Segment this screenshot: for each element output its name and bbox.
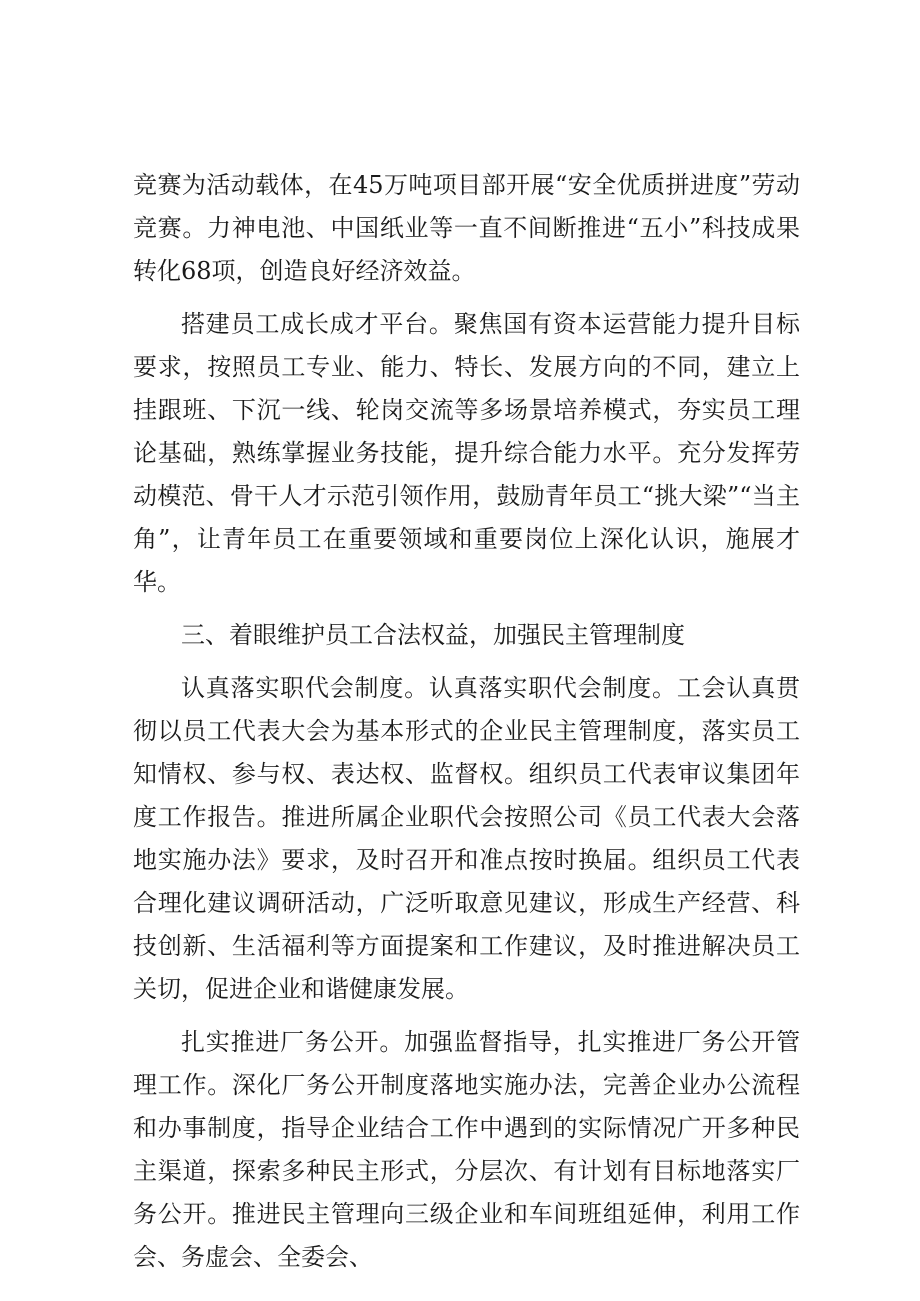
paragraph-workers-congress: 认真落实职代会制度。认真落实职代会制度。工会认真贯彻以员工代表大会为基本形式的企业民主管理制度，落实员工知情权、参与权、表达权、监督权。组织员工代表审议集团年度工作报告。推进所属企业职代会按照公司《员工代表大会落地实施办法》要求，及时召开和准点按时换届。组织员工代表合理化建议调研活动，广泛听取意见建议，形成生产经营、科技创新、生活福利等方面提案和工作建议，及时推进解决员工关切，促进企业和谐健康发展。 bbox=[133, 674, 800, 1003]
paragraph-continuation: 竞赛为活动载体，在45万吨项目部开展“安全优质拼进度”劳动竞赛。力神电池、中国纸业等一直不间断推进“五小”科技成果转化68项，创造良好经济效益。 bbox=[133, 171, 800, 285]
document-body bbox=[133, 164, 800, 1289]
section-heading-three: 三、着眼维护员工合法权益，加强民主管理制度 bbox=[181, 621, 685, 649]
paragraph-factory-affairs-openness: 扎实推进厂务公开。加强监督指导，扎实推进厂务公开管理工作。深化厂务公开制度落地实施办法，完善企业办公流程和办事制度，指导企业结合工作中遇到的实际情况广开多种民主渠道，探索多种民主形式，分层次、有计划有目标地落实厂务公开。推进民主管理向三级企业和车间班组延伸，利用工作会、务虚会、全委会、 bbox=[133, 1028, 800, 1271]
paragraph-staff-growth-platform: 搭建员工成长成才平台。聚焦国有资本运营能力提升目标要求，按照员工专业、能力、特长、发展方向的不同，建立上挂跟班、下沉一线、轮岗交流等多场景培养模式，夯实员工理论基础，熟练掌握业务技能，提升综合能力水平。充分发挥劳动模范、骨干人才示范引领作用，鼓励青年员工“挑大梁”“当主角”，让青年员工在重要领域和重要岗位上深化认识，施展才华。 bbox=[133, 310, 800, 596]
